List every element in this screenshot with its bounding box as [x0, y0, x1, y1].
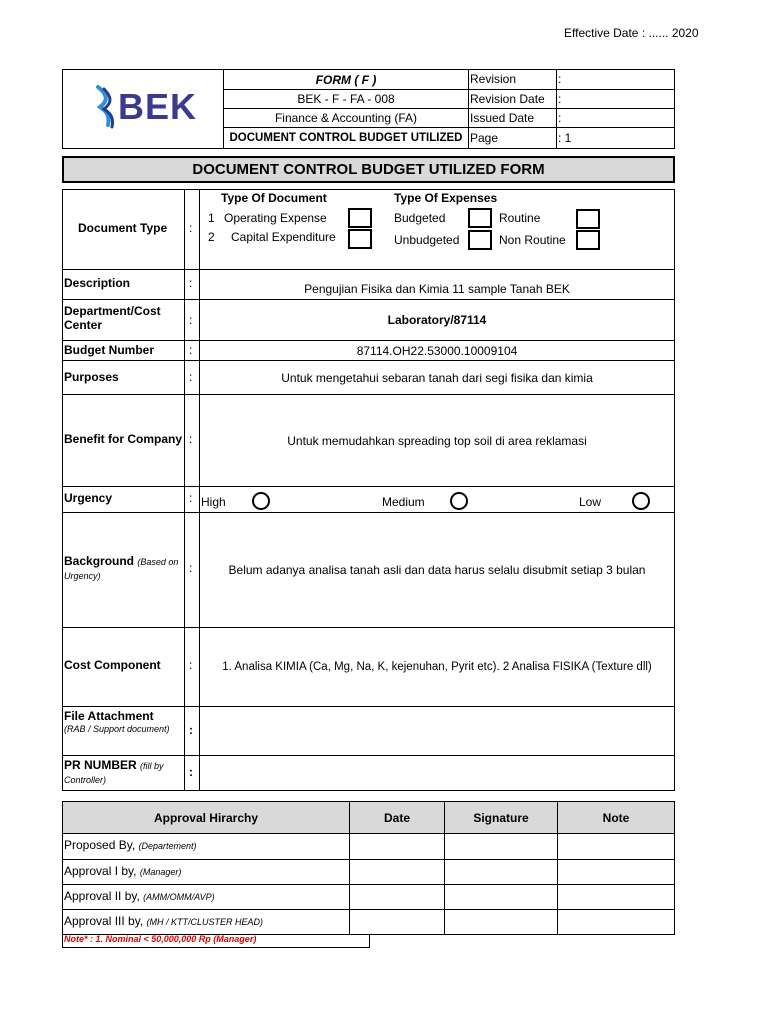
approval-row-label: Approval I by,	[64, 864, 137, 878]
file-attachment-label-group	[64, 710, 182, 735]
document-type-colon: :	[189, 221, 193, 235]
meta-revision-date-label: Revision Date	[470, 92, 545, 106]
approval-row-note: (Departement)	[138, 841, 197, 851]
urgency-option-medium: Medium	[382, 495, 425, 509]
footnote: Note* : 1. Nominal < 50,000,000 Rp (Manager)	[64, 934, 257, 944]
form-department: Finance & Accounting (FA)	[274, 111, 418, 125]
table-row	[64, 914, 263, 928]
cost-component-colon: :	[189, 658, 193, 672]
file-attachment-colon: :	[189, 723, 193, 737]
table-row	[64, 889, 215, 903]
benefit-colon: :	[189, 432, 193, 446]
capital-expenditure-checkbox[interactable]	[348, 229, 372, 249]
form-label: FORM ( F )	[315, 72, 377, 87]
urgency-option-high: High	[201, 495, 226, 509]
doc-option-num-1: 1	[208, 211, 215, 225]
urgency-label: Urgency	[64, 491, 113, 505]
file-attachment-label: File Attachment	[64, 709, 154, 723]
form-title: DOCUMENT CONTROL BUDGET UTILIZED FORM	[62, 156, 675, 183]
logo-text: BEK	[118, 86, 198, 127]
budget-number-colon: :	[189, 343, 193, 357]
budget-number-value[interactable]: 87114.OH22.53000.10009104	[356, 343, 518, 358]
background-value[interactable]: Belum adanya analisa tanah asli dan data harus selalu disubmit setiap 3 bulan	[228, 563, 646, 577]
operating-expense-checkbox[interactable]	[348, 208, 372, 228]
background-label: Background	[64, 554, 135, 568]
meta-page-value: : 1	[558, 131, 572, 145]
description-colon: :	[189, 276, 193, 290]
approval-row-note: (AMM/OMM/AVP)	[143, 892, 215, 902]
pr-number-colon: :	[189, 765, 193, 779]
table-row	[64, 864, 181, 878]
approval-row-note: (Manager)	[139, 867, 182, 877]
budgeted-checkbox[interactable]	[468, 208, 492, 228]
background-label-group	[64, 555, 184, 583]
cost-component-label: Cost Component	[64, 658, 161, 672]
urgency-option-low: Low	[579, 495, 602, 509]
approval-header-signature: Signature	[473, 810, 529, 825]
logo-swoosh-icon	[94, 85, 116, 129]
meta-revision-value: :	[558, 72, 562, 86]
background-colon: :	[189, 561, 193, 575]
unbudgeted-checkbox[interactable]	[468, 230, 492, 250]
department-label: Department/Cost Center	[64, 304, 161, 332]
urgency-medium-radio[interactable]	[450, 492, 468, 510]
pr-number-label-group	[64, 759, 184, 787]
meta-revision-date-value: :	[558, 92, 562, 106]
approval-header-note: Note	[602, 810, 630, 825]
description-value[interactable]: Pengujian Fisika dan Kimia 11 sample Tanah BEK	[304, 281, 570, 296]
budget-number-label: Budget Number	[64, 343, 154, 357]
document-type-label: Document Type	[78, 221, 168, 235]
effective-date: Effective Date : ...... 2020	[564, 26, 699, 40]
approval-header-date: Date	[383, 810, 410, 825]
routine-option-routine: Routine	[499, 211, 541, 225]
approval-row-note: (MH / KTT/CLUSTER HEAD)	[146, 917, 264, 927]
approval-header-hierarchy: Approval Hirarchy	[153, 810, 259, 825]
pr-number-label: PR NUMBER	[64, 758, 137, 772]
meta-revision-label: Revision	[470, 72, 517, 86]
doc-option-capital-expenditure: Capital Expenditure	[231, 230, 336, 244]
expense-option-unbudgeted: Unbudgeted	[394, 233, 460, 247]
urgency-colon: :	[189, 491, 193, 505]
file-attachment-field[interactable]	[200, 707, 674, 755]
form-code: BEK - F - FA - 008	[297, 92, 395, 106]
purposes-colon: :	[189, 370, 193, 384]
pr-number-field[interactable]	[200, 756, 674, 791]
purposes-label: Purposes	[64, 370, 119, 384]
cost-component-value[interactable]: 1. Analisa KIMIA (Ca, Mg, Na, K, kejenuhan, Pyrit etc). 2 Analisa FISIKA (Texture dll)	[222, 661, 652, 673]
approval-row-label: Proposed By,	[64, 838, 136, 852]
meta-page-label: Page	[470, 131, 499, 145]
approval-row-label: Approval III by,	[64, 914, 144, 928]
background-note: (Based on Urgency)	[64, 557, 179, 581]
approval-row-label: Approval II by,	[64, 889, 140, 903]
doc-option-num-2: 2	[208, 230, 215, 244]
doc-option-operating-expense: Operating Expense	[224, 211, 327, 225]
file-attachment-note: (RAB / Support document)	[64, 724, 170, 734]
purposes-value[interactable]: Untuk mengetahui sebaran tanah dari segi fisika dan kimia	[281, 370, 593, 385]
routine-checkbox[interactable]	[576, 209, 600, 229]
expense-option-budgeted: Budgeted	[394, 211, 446, 225]
pr-number-note: (fill by Controller)	[64, 761, 164, 785]
meta-issued-date-label: Issued Date	[470, 111, 535, 125]
meta-issued-date-value: :	[558, 111, 562, 125]
department-colon: :	[189, 313, 193, 327]
urgency-low-radio[interactable]	[632, 492, 650, 510]
form-doc-title: DOCUMENT CONTROL BUDGET UTILIZED	[229, 132, 463, 144]
benefit-label: Benefit for Company	[64, 432, 183, 446]
company-logo	[94, 84, 206, 130]
routine-option-non-routine: Non Routine	[499, 233, 566, 247]
type-of-document-header: Type Of Document	[221, 191, 327, 205]
table-row	[64, 838, 197, 852]
department-value[interactable]: Laboratory/87114	[387, 313, 487, 327]
type-of-expenses-header: Type Of Expenses	[394, 191, 498, 205]
urgency-high-radio[interactable]	[252, 492, 270, 510]
non-routine-checkbox[interactable]	[576, 230, 600, 250]
benefit-value[interactable]: Untuk memudahkan spreading top soil di area reklamasi	[287, 433, 587, 448]
description-label: Description	[64, 276, 131, 290]
